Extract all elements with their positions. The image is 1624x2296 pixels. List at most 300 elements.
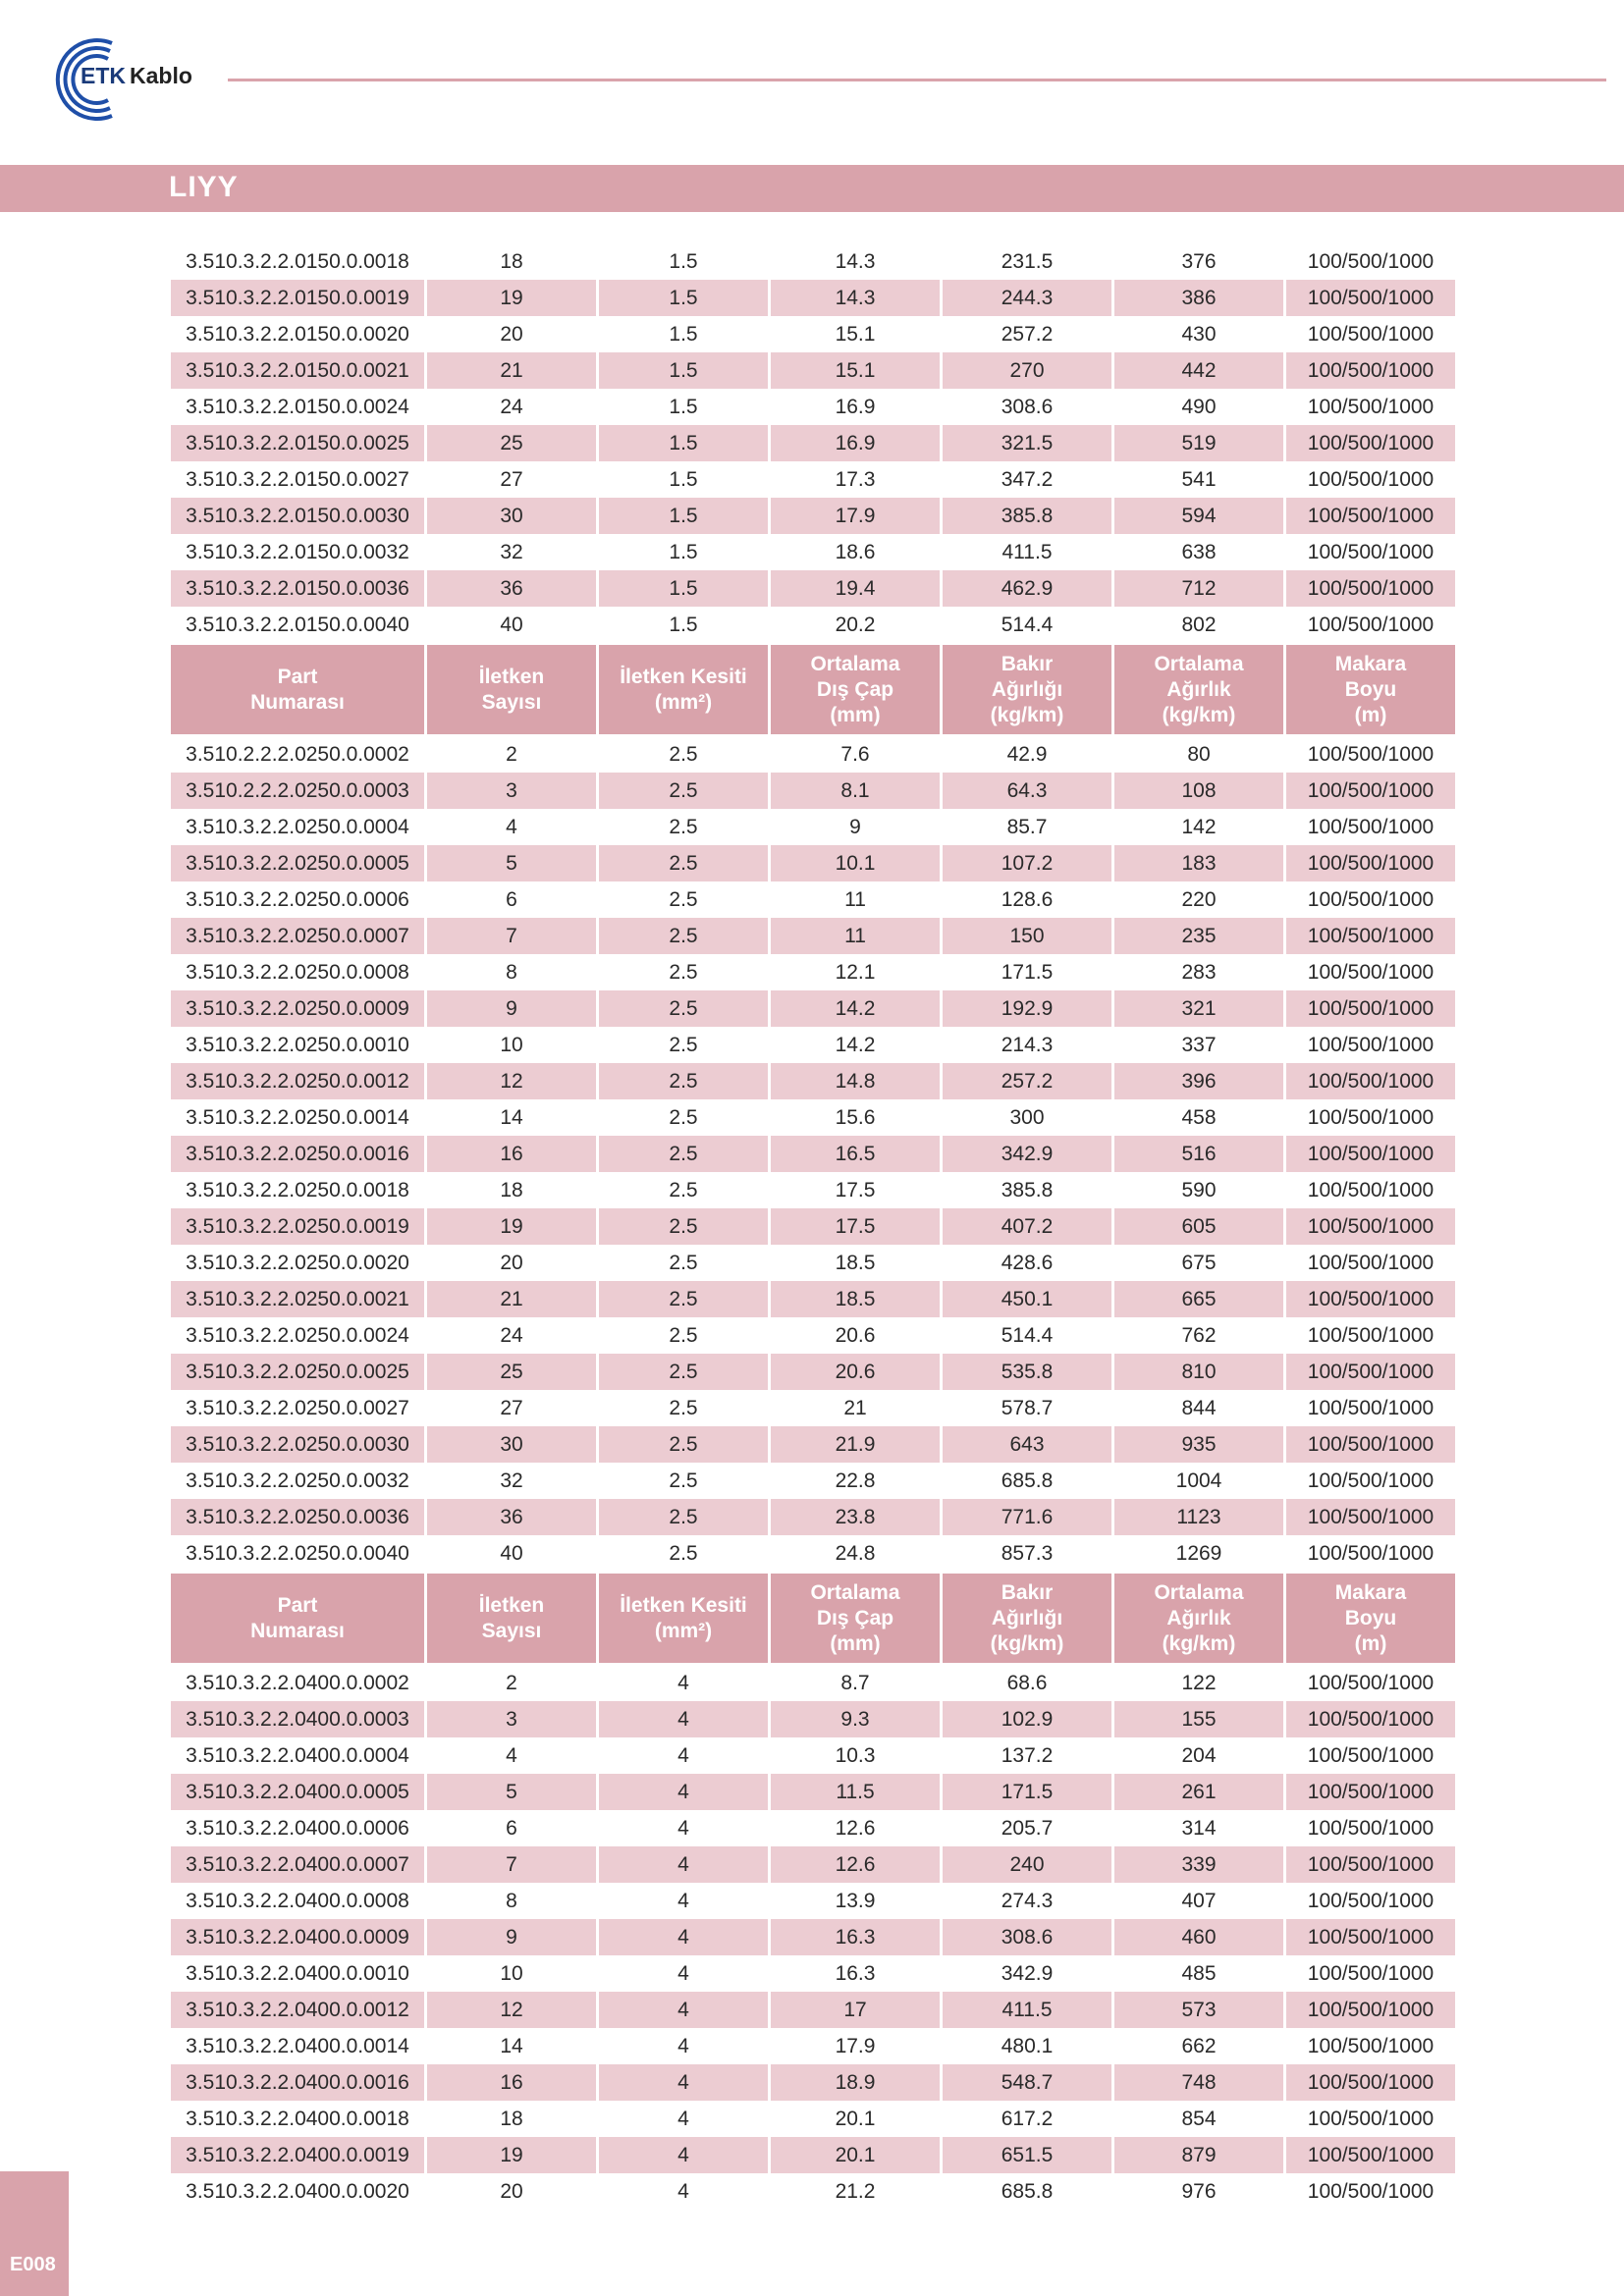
table-row <box>171 809 1455 845</box>
table-cell: 685.8 <box>1001 2179 1054 2203</box>
table-cell: 2.5 <box>599 990 768 1027</box>
table-cell: 8.1 <box>771 773 940 809</box>
table-cell: 17.5 <box>771 1208 940 1245</box>
table-row <box>171 881 1455 918</box>
table-cell: 14.3 <box>771 280 940 316</box>
table-cell: 100/500/1000 <box>1307 1323 1435 1347</box>
table-row <box>171 1172 1455 1208</box>
table-cell: 100/500/1000 <box>1307 249 1435 273</box>
table-cell: 2.5 <box>669 960 698 984</box>
table-cell: 810 <box>1114 1354 1283 1390</box>
column-header: Part Numarası <box>171 645 424 734</box>
column-header: İletken Sayısı <box>427 1574 596 1663</box>
table-cell: 3.510.3.2.2.0250.0.0008 <box>186 960 409 984</box>
table-cell: 2.5 <box>599 845 768 881</box>
table-cell: 25 <box>427 1354 596 1390</box>
table-cell: 7.6 <box>840 742 870 766</box>
table-cell: 573 <box>1114 1992 1283 2028</box>
table-cell: 3.510.3.2.2.0250.0.0006 <box>186 887 409 911</box>
table-row <box>171 1883 1455 1919</box>
table-cell: 24.8 <box>835 1541 876 1565</box>
table-cell: 3.510.3.2.2.0150.0.0040 <box>186 613 409 636</box>
table-cell: 2.5 <box>599 918 768 954</box>
table-cell: 10 <box>500 1033 523 1056</box>
table-row <box>171 845 1455 881</box>
table-cell: 9 <box>427 990 596 1027</box>
table-cell: 1.5 <box>669 467 698 491</box>
table-cell: 14.8 <box>771 1063 940 1099</box>
table-cell: 270 <box>943 352 1111 389</box>
table-cell: 80 <box>1187 742 1211 766</box>
table-cell: 1123 <box>1114 1499 1283 1535</box>
table-cell: 516 <box>1114 1136 1283 1172</box>
table-cell: 17.5 <box>835 1178 876 1201</box>
table-cell: 342.9 <box>943 1136 1111 1172</box>
table-cell: 3.510.3.2.2.0250.0.0036 <box>171 1499 424 1535</box>
table-cell: 100/500/1000 <box>1286 1919 1455 1955</box>
table-cell: 3.510.3.2.2.0250.0.0019 <box>171 1208 424 1245</box>
table-cell: 2.5 <box>669 1178 698 1201</box>
table-cell: 7 <box>427 1846 596 1883</box>
table-cell: 100/500/1000 <box>1286 1063 1455 1099</box>
table-cell: 220 <box>1181 887 1217 911</box>
table-cell: 548.7 <box>943 2064 1111 2101</box>
table-cell: 16.9 <box>835 395 876 418</box>
table-cell: 18.6 <box>835 540 876 563</box>
table-row <box>171 1099 1455 1136</box>
table-cell: 100/500/1000 <box>1307 1961 1435 1985</box>
table-cell: 460 <box>1114 1919 1283 1955</box>
table-cell: 257.2 <box>1001 322 1054 346</box>
table-cell: 12 <box>427 1063 596 1099</box>
table-cell: 1.5 <box>599 425 768 461</box>
table-row <box>171 1063 1455 1099</box>
table-cell: 11 <box>771 918 940 954</box>
table-row <box>171 607 1455 643</box>
table-cell: 27 <box>500 467 523 491</box>
table-row <box>171 2028 1455 2064</box>
table-cell: 590 <box>1181 1178 1217 1201</box>
table-cell: 3.510.3.2.2.0150.0.0021 <box>171 352 424 389</box>
table-row <box>171 425 1455 461</box>
table-row <box>171 1955 1455 1992</box>
table-row <box>171 990 1455 1027</box>
table-cell: 171.5 <box>1001 960 1054 984</box>
table-cell: 100/500/1000 <box>1307 1816 1435 1840</box>
table-cell: 240 <box>943 1846 1111 1883</box>
table-cell: 9.3 <box>771 1701 940 1737</box>
table-cell: 14.2 <box>771 990 940 1027</box>
table-cell: 20.1 <box>771 2137 940 2173</box>
table-cell: 321.5 <box>943 425 1111 461</box>
table-row <box>171 316 1455 352</box>
table-cell: 100/500/1000 <box>1286 2137 1455 2173</box>
table-cell: 12.6 <box>835 1816 876 1840</box>
table-cell: 13.9 <box>835 1889 876 1912</box>
table-row <box>171 1810 1455 1846</box>
table-cell: 4 <box>677 1743 689 1767</box>
table-cell: 15.1 <box>835 322 876 346</box>
table-cell: 6 <box>506 887 517 911</box>
table-cell: 100/500/1000 <box>1286 2064 1455 2101</box>
table-cell: 19.4 <box>771 570 940 607</box>
table-cell: 100/500/1000 <box>1307 2107 1435 2130</box>
table-row <box>171 1281 1455 1317</box>
table-cell: 21 <box>427 1281 596 1317</box>
table-cell: 100/500/1000 <box>1286 498 1455 534</box>
table-cell: 22.8 <box>835 1468 876 1492</box>
table-cell: 605 <box>1114 1208 1283 1245</box>
title-band <box>0 165 1624 212</box>
table-cell: 100/500/1000 <box>1307 322 1435 346</box>
table-cell: 7 <box>427 918 596 954</box>
table-row <box>171 954 1455 990</box>
table-row <box>171 1463 1455 1499</box>
table-row <box>171 1426 1455 1463</box>
table-cell: 100/500/1000 <box>1307 395 1435 418</box>
table-cell: 339 <box>1114 1846 1283 1883</box>
table-row <box>171 1027 1455 1063</box>
table-cell: 20 <box>500 1251 523 1274</box>
table-cell: 100/500/1000 <box>1286 918 1455 954</box>
table-cell: 2.5 <box>599 1063 768 1099</box>
table-row <box>171 1774 1455 1810</box>
table-cell: 2.5 <box>669 1105 698 1129</box>
table-row <box>171 773 1455 809</box>
table-cell: 100/500/1000 <box>1307 1468 1435 1492</box>
table-cell: 3.510.3.2.2.0250.0.0005 <box>171 845 424 881</box>
table-cell: 3 <box>427 773 596 809</box>
table-cell: 205.7 <box>1001 1816 1054 1840</box>
table-cell: 19 <box>427 280 596 316</box>
table-cell: 712 <box>1114 570 1283 607</box>
table-cell: 100/500/1000 <box>1286 845 1455 881</box>
table-cell: 36 <box>427 570 596 607</box>
table-cell: 802 <box>1181 613 1217 636</box>
table-cell: 3.510.3.2.2.0400.0.0002 <box>186 1671 409 1694</box>
table-cell: 3.510.3.2.2.0250.0.0027 <box>186 1396 409 1419</box>
table-cell: 1.5 <box>669 249 698 273</box>
table-cell: 100/500/1000 <box>1307 1251 1435 1274</box>
table-cell: 2 <box>506 1671 517 1694</box>
table-cell: 976 <box>1181 2179 1217 2203</box>
table-cell: 16 <box>427 2064 596 2101</box>
table-cell: 1.5 <box>669 540 698 563</box>
table-row <box>171 1390 1455 1426</box>
table-cell: 8.7 <box>840 1671 870 1694</box>
table-cell: 2 <box>506 742 517 766</box>
table-cell: 19 <box>427 2137 596 2173</box>
table-cell: 21 <box>427 352 596 389</box>
table-cell: 14.3 <box>835 249 876 273</box>
table-cell: 11 <box>844 887 866 911</box>
table-cell: 541 <box>1181 467 1217 491</box>
table-row <box>171 1919 1455 1955</box>
table-cell: 430 <box>1181 322 1217 346</box>
table-row <box>171 1245 1455 1281</box>
table-cell: 643 <box>943 1426 1111 1463</box>
table-cell: 3.510.3.2.2.0150.0.0027 <box>186 467 409 491</box>
table-cell: 3.510.3.2.2.0250.0.0004 <box>186 815 409 838</box>
table-cell: 594 <box>1114 498 1283 534</box>
table-cell: 407.2 <box>943 1208 1111 1245</box>
table-row <box>171 2064 1455 2101</box>
table-cell: 3.510.3.2.2.0250.0.0025 <box>171 1354 424 1390</box>
table-cell: 396 <box>1114 1063 1283 1099</box>
table-header-row <box>171 645 1455 734</box>
table-cell: 100/500/1000 <box>1307 467 1435 491</box>
table-cell: 1004 <box>1175 1468 1222 1492</box>
table-cell: 1.5 <box>599 570 768 607</box>
table-cell: 1.5 <box>599 498 768 534</box>
column-header: Makara Boyu (m) <box>1286 1574 1455 1663</box>
table-cell: 1.5 <box>599 352 768 389</box>
table-cell: 3.510.3.2.2.0150.0.0030 <box>171 498 424 534</box>
table-cell: 20 <box>500 2179 523 2203</box>
table-row <box>171 2137 1455 2173</box>
table-cell: 2.5 <box>669 1468 698 1492</box>
table-cell: 2.5 <box>599 1136 768 1172</box>
table-cell: 5 <box>427 1774 596 1810</box>
column-header: İletken Kesiti (mm²) <box>599 645 768 734</box>
table-cell: 3.510.3.2.2.0400.0.0012 <box>171 1992 424 2028</box>
table-cell: 2.5 <box>669 887 698 911</box>
table-cell: 3.510.3.2.2.0400.0.0007 <box>171 1846 424 1883</box>
table-cell: 107.2 <box>943 845 1111 881</box>
table-cell: 2.5 <box>599 1354 768 1390</box>
table-cell: 314 <box>1181 1816 1217 1840</box>
table-cell: 514.4 <box>1001 1323 1054 1347</box>
table-cell: 3.510.3.2.2.0250.0.0018 <box>186 1178 409 1201</box>
table-row <box>171 1208 1455 1245</box>
table-cell: 11.5 <box>771 1774 940 1810</box>
table-cell: 274.3 <box>1001 1889 1054 1912</box>
table-cell: 40 <box>500 613 523 636</box>
table-cell: 108 <box>1114 773 1283 809</box>
table-cell: 3.510.3.2.2.0250.0.0024 <box>186 1323 409 1347</box>
table-cell: 30 <box>427 498 596 534</box>
table-row <box>171 1317 1455 1354</box>
table-cell: 3.510.3.2.2.0400.0.0005 <box>171 1774 424 1810</box>
table-cell: 3.510.3.2.2.0150.0.0025 <box>171 425 424 461</box>
table-cell: 3.510.3.2.2.0400.0.0009 <box>171 1919 424 1955</box>
table-cell: 3.510.3.2.2.0150.0.0032 <box>186 540 409 563</box>
table-cell: 12 <box>427 1992 596 2028</box>
table-row <box>171 1665 1455 1701</box>
table-cell: 21.9 <box>771 1426 940 1463</box>
table-cell: 3.510.3.2.2.0400.0.0003 <box>171 1701 424 1737</box>
table-cell: 617.2 <box>1001 2107 1054 2130</box>
table-cell: 480.1 <box>1001 2034 1054 2057</box>
table-cell: 150 <box>943 918 1111 954</box>
table-cell: 2.5 <box>669 1541 698 1565</box>
table-cell: 665 <box>1114 1281 1283 1317</box>
table-cell: 100/500/1000 <box>1286 1136 1455 1172</box>
table-cell: 100/500/1000 <box>1286 1281 1455 1317</box>
table-cell: 21.2 <box>835 2179 876 2203</box>
table-row <box>171 1992 1455 2028</box>
column-header: İletken Kesiti (mm²) <box>599 1574 768 1663</box>
table-cell: 257.2 <box>943 1063 1111 1099</box>
table-cell: 36 <box>427 1499 596 1535</box>
table-cell: 462.9 <box>943 570 1111 607</box>
table-cell: 2.5 <box>669 1251 698 1274</box>
table-row <box>171 736 1455 773</box>
table-cell: 662 <box>1181 2034 1217 2057</box>
table-cell: 490 <box>1181 395 1217 418</box>
table-cell: 20.6 <box>835 1323 876 1347</box>
table-cell: 337 <box>1181 1033 1217 1056</box>
table-cell: 100/500/1000 <box>1286 1208 1455 1245</box>
table-cell: 3.510.3.2.2.0250.0.0009 <box>171 990 424 1027</box>
table-cell: 3.510.3.2.2.0250.0.0012 <box>171 1063 424 1099</box>
table-cell: 17.9 <box>835 2034 876 2057</box>
product-table <box>171 243 1455 2210</box>
table-cell: 428.6 <box>1001 1251 1054 1274</box>
table-cell: 844 <box>1181 1396 1217 1419</box>
table-cell: 3.510.3.2.2.0250.0.0030 <box>171 1426 424 1463</box>
table-cell: 458 <box>1181 1105 1217 1129</box>
table-cell: 638 <box>1181 540 1217 563</box>
table-cell: 4 <box>599 1701 768 1737</box>
table-cell: 2.5 <box>669 1323 698 1347</box>
table-cell: 100/500/1000 <box>1307 1105 1435 1129</box>
table-cell: 100/500/1000 <box>1307 2179 1435 2203</box>
table-cell: 4 <box>599 1992 768 2028</box>
table-cell: 3.510.3.2.2.0400.0.0006 <box>186 1816 409 1840</box>
table-cell: 100/500/1000 <box>1286 1426 1455 1463</box>
table-cell: 771.6 <box>943 1499 1111 1535</box>
table-cell: 3.510.3.2.2.0250.0.0016 <box>171 1136 424 1172</box>
table-cell: 3.510.3.2.2.0250.0.0020 <box>186 1251 409 1274</box>
table-cell: 4 <box>599 2137 768 2173</box>
table-cell: 18.5 <box>771 1281 940 1317</box>
table-cell: 16.9 <box>771 425 940 461</box>
table-cell: 85.7 <box>1006 815 1048 838</box>
header-rule <box>228 79 1606 81</box>
table-cell: 3.510.3.2.2.0250.0.0014 <box>186 1105 409 1129</box>
table-cell: 18 <box>500 249 523 273</box>
table-cell: 14.2 <box>835 1033 876 1056</box>
table-cell: 4 <box>677 1816 689 1840</box>
column-header: İletken Sayısı <box>427 645 596 734</box>
table-cell: 10 <box>500 1961 523 1985</box>
table-cell: 15.6 <box>835 1105 876 1129</box>
table-cell: 3.510.3.2.2.0400.0.0016 <box>171 2064 424 2101</box>
table-cell: 4 <box>599 1846 768 1883</box>
table-cell: 18 <box>500 1178 523 1201</box>
table-cell: 100/500/1000 <box>1307 742 1435 766</box>
table-cell: 18.5 <box>835 1251 876 1274</box>
table-cell: 6 <box>506 1816 517 1840</box>
table-cell: 100/500/1000 <box>1307 1033 1435 1056</box>
table-cell: 21 <box>843 1396 867 1419</box>
table-cell: 16.5 <box>771 1136 940 1172</box>
table-cell: 748 <box>1114 2064 1283 2101</box>
table-cell: 42.9 <box>1006 742 1048 766</box>
table-row <box>171 389 1455 425</box>
table-cell: 17 <box>771 1992 940 2028</box>
table-cell: 3.510.2.2.2.0250.0.0002 <box>186 742 409 766</box>
table-cell: 122 <box>1181 1671 1217 1694</box>
table-cell: 3.510.3.2.2.0150.0.0024 <box>186 395 409 418</box>
table-cell: 2.5 <box>669 815 698 838</box>
table-cell: 100/500/1000 <box>1286 1701 1455 1737</box>
table-cell: 231.5 <box>1001 249 1054 273</box>
column-header: Ortalama Dış Çap (mm) <box>771 1574 940 1663</box>
table-cell: 261 <box>1114 1774 1283 1810</box>
page-title: LIYY <box>169 171 239 203</box>
column-header: Makara Boyu (m) <box>1286 645 1455 734</box>
table-cell: 20 <box>500 322 523 346</box>
table-cell: 935 <box>1114 1426 1283 1463</box>
table-cell: 5 <box>427 845 596 881</box>
table-cell: 2.5 <box>599 1281 768 1317</box>
table-row <box>171 1136 1455 1172</box>
table-cell: 183 <box>1114 845 1283 881</box>
column-header: Ortalama Ağırlık (kg/km) <box>1114 645 1283 734</box>
table-row <box>171 243 1455 280</box>
table-cell: 8 <box>506 1889 517 1912</box>
table-cell: 100/500/1000 <box>1307 1396 1435 1419</box>
table-cell: 854 <box>1181 2107 1217 2130</box>
table-cell: 142 <box>1181 815 1217 838</box>
table-cell: 100/500/1000 <box>1286 773 1455 809</box>
table-cell: 40 <box>500 1541 523 1565</box>
table-cell: 4 <box>506 1743 517 1767</box>
table-cell: 2.5 <box>599 773 768 809</box>
table-cell: 3.510.3.2.2.0150.0.0019 <box>171 280 424 316</box>
table-cell: 3.510.3.2.2.0400.0.0010 <box>186 1961 409 1985</box>
table-cell: 20.2 <box>835 613 876 636</box>
table-cell: 9 <box>427 1919 596 1955</box>
table-cell: 20.1 <box>835 2107 876 2130</box>
table-cell: 171.5 <box>943 1774 1111 1810</box>
table-cell: 4 <box>677 1671 689 1694</box>
table-cell: 376 <box>1181 249 1217 273</box>
table-row <box>171 2101 1455 2137</box>
table-row <box>171 2173 1455 2210</box>
table-cell: 857.3 <box>1001 1541 1054 1565</box>
table-row <box>171 1354 1455 1390</box>
table-cell: 2.5 <box>599 1499 768 1535</box>
table-cell: 300 <box>1009 1105 1045 1129</box>
table-row <box>171 570 1455 607</box>
table-cell: 192.9 <box>943 990 1111 1027</box>
table-cell: 100/500/1000 <box>1286 1354 1455 1390</box>
table-cell: 386 <box>1114 280 1283 316</box>
table-cell: 100/500/1000 <box>1307 540 1435 563</box>
table-cell: 3.510.3.2.2.0250.0.0032 <box>186 1468 409 1492</box>
table-cell: 4 <box>677 2034 689 2057</box>
table-cell: 100/500/1000 <box>1307 1178 1435 1201</box>
table-cell: 100/500/1000 <box>1286 352 1455 389</box>
table-cell: 535.8 <box>943 1354 1111 1390</box>
table-cell: 485 <box>1181 1961 1217 1985</box>
table-cell: 204 <box>1181 1743 1217 1767</box>
table-cell: 100/500/1000 <box>1307 613 1435 636</box>
table-cell: 30 <box>427 1426 596 1463</box>
table-cell: 3.510.3.2.2.0250.0.0021 <box>171 1281 424 1317</box>
table-cell: 235 <box>1114 918 1283 954</box>
table-cell: 651.5 <box>943 2137 1111 2173</box>
table-cell: 244.3 <box>943 280 1111 316</box>
column-header: Ortalama Ağırlık (kg/km) <box>1114 1574 1283 1663</box>
table-cell: 407 <box>1181 1889 1217 1912</box>
table-cell: 27 <box>500 1396 523 1419</box>
table-cell: 18.9 <box>771 2064 940 2101</box>
table-cell: 100/500/1000 <box>1307 2034 1435 2057</box>
